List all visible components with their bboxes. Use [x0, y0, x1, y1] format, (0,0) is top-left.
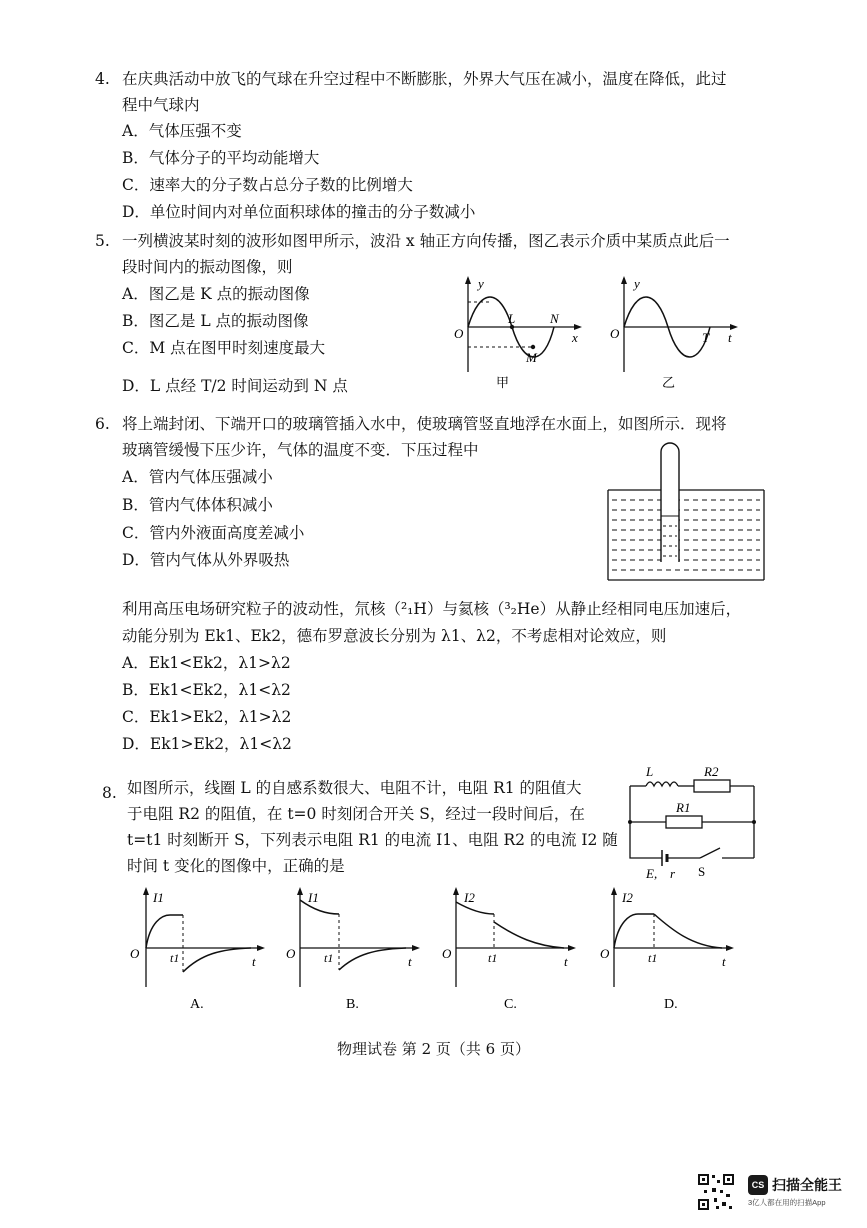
q8-stem-line4: 时间 t 变化的图像中，正确的是 [127, 857, 345, 875]
q7-option-d: D．Ek1>Ek2，λ1<λ2 [122, 735, 292, 753]
jia-l-label: L [508, 311, 516, 326]
q6-stem-line2: 玻璃管缓慢下压少许，气体的温度不变．下压过程中 [122, 441, 479, 459]
q5-option-b: B．图乙是 L 点的振动图像 [122, 312, 309, 330]
graph-d-ylabel: I2 [622, 890, 633, 905]
svg-text:t1: t1 [648, 951, 658, 965]
jia-caption: 甲 [496, 375, 510, 390]
circuit-s-label: S [698, 864, 706, 879]
jia-origin-label: O [454, 326, 464, 341]
yi-y-label: y [634, 276, 640, 291]
q6-number: 6. [95, 415, 110, 433]
page-footer: 物理试卷 第 2 页（共 6 页） [337, 1040, 530, 1058]
q5-option-d: D．L 点经 T/2 时间运动到 N 点 [122, 377, 348, 395]
q8-stem-line2: 于电阻 R2 的阻值，在 t=0 时刻闭合开关 S，经过一段时间后，在 [127, 805, 585, 823]
q4-stem-line2: 程中气球内 [122, 96, 200, 114]
q6-option-d: D．管内气体从外界吸热 [122, 551, 290, 569]
q7-option-b: B．Ek1<Ek2，λ1<λ2 [122, 681, 291, 699]
q6-option-b: B．管内气体体积减小 [122, 496, 273, 514]
q8-stem-line1: 如图所示，线圈 L 的自感系数很大、电阻不计，电阻 R1 的阻值大 [127, 779, 582, 797]
svg-text:O: O [286, 946, 296, 961]
svg-text:t: t [564, 954, 568, 969]
scanner-logo-icon: CS [748, 1175, 768, 1195]
graph-option-a [126, 882, 276, 1014]
graph-a-caption: A. [190, 997, 204, 1012]
q4-option-a: A．气体压强不变 [122, 122, 242, 140]
q4-option-b: B．气体分子的平均动能增大 [122, 149, 320, 167]
qr-code-icon [696, 1172, 736, 1212]
q7-option-c: C．Ek1>Ek2，λ1>λ2 [122, 708, 292, 726]
circuit-diagram [616, 762, 766, 882]
circuit-r-label: r [670, 866, 676, 881]
q7-option-a: A．Ek1<Ek2，λ1>λ2 [122, 654, 291, 672]
q5-stem-line1: 一列横波某时刻的波形如图甲所示，波沿 x 轴正方向传播，图乙表示介质中某质点此后一 [122, 232, 730, 250]
jia-n-label: N [550, 311, 559, 326]
q6-stem-line1: 将上端封闭、下端开口的玻璃管插入水中，使玻璃管竖直地浮在水面上，如图所示．现将 [122, 415, 727, 433]
svg-text:t1: t1 [488, 951, 498, 965]
graph-b-caption: B. [346, 997, 359, 1012]
scanner-badge [748, 1175, 842, 1208]
scanner-app-name: 扫描全能王 [772, 1177, 842, 1193]
svg-text:t: t [722, 954, 726, 969]
svg-text:O: O [600, 946, 610, 961]
vibration-figure-yi [604, 272, 744, 392]
circuit-l-label: L [646, 764, 654, 779]
svg-text:O: O [130, 946, 140, 961]
graph-c-ylabel: I2 [464, 890, 475, 905]
q5-option-a: A．图乙是 K 点的振动图像 [122, 285, 310, 303]
circuit-e-label: E, [646, 866, 658, 881]
yi-origin-label: O [610, 326, 620, 341]
q4-option-c: C．速率大的分子数占总分子数的比例增大 [122, 176, 413, 194]
graph-option-c [440, 882, 590, 1014]
yi-t-period-label: T [702, 330, 710, 345]
q6-option-c: C．管内外液面高度差减小 [122, 524, 305, 542]
q5-number: 5. [95, 232, 110, 250]
q6-option-a: A．管内气体压强减小 [122, 468, 273, 486]
graph-option-b [284, 882, 434, 1014]
graph-b-ylabel: I1 [308, 890, 319, 905]
q5-option-c: C．M 点在图甲时刻速度最大 [122, 339, 326, 357]
circuit-r1-label: R1 [676, 800, 691, 815]
circuit-r2-label: R2 [704, 764, 719, 779]
svg-text:t: t [408, 954, 412, 969]
q5-stem-line2: 段时间内的振动图像，则 [122, 258, 293, 276]
svg-text:t1: t1 [324, 951, 334, 965]
q7-stem-line2: 动能分别为 Ek1、Ek2，德布罗意波长分别为 λ1、λ2，不考虑相对论效应，则 [122, 627, 667, 645]
wave-figure-jia [448, 272, 588, 392]
svg-text:t1: t1 [170, 951, 180, 965]
q8-stem-line3: t=t1 时刻断开 S，下列表示电阻 R1 的电流 I1、电阻 R2 的电流 I2 随 [127, 831, 618, 849]
graph-option-d [598, 882, 748, 1014]
jia-y-label: y [478, 276, 484, 291]
scanner-app-slogan: 3亿人都在用的扫描App [748, 1198, 826, 1207]
q4-stem-line1: 在庆典活动中放飞的气球在升空过程中不断膨胀，外界大气压在减小，温度在降低，此过 [122, 70, 727, 88]
graph-d-caption: D. [664, 997, 678, 1012]
q7-stem-line1: 利用高压电场研究粒子的波动性，氘核（²₁H）与氦核（³₂He）从静止经相同电压加速后， [122, 600, 742, 618]
graph-c-caption: C. [504, 997, 517, 1012]
q4-number: 4. [95, 70, 110, 88]
svg-text:O: O [442, 946, 452, 961]
q8-number: 8. [102, 784, 117, 802]
yi-caption: 乙 [662, 375, 676, 390]
glass-tube-figure [606, 440, 766, 582]
graph-a-ylabel: I1 [153, 890, 164, 905]
jia-x-label: x [572, 330, 578, 345]
q4-option-d: D．单位时间内对单位面积球体的撞击的分子数减小 [122, 203, 476, 221]
yi-t-axis-label: t [728, 330, 732, 345]
jia-m-label: M [526, 350, 537, 365]
svg-text:t: t [252, 954, 256, 969]
